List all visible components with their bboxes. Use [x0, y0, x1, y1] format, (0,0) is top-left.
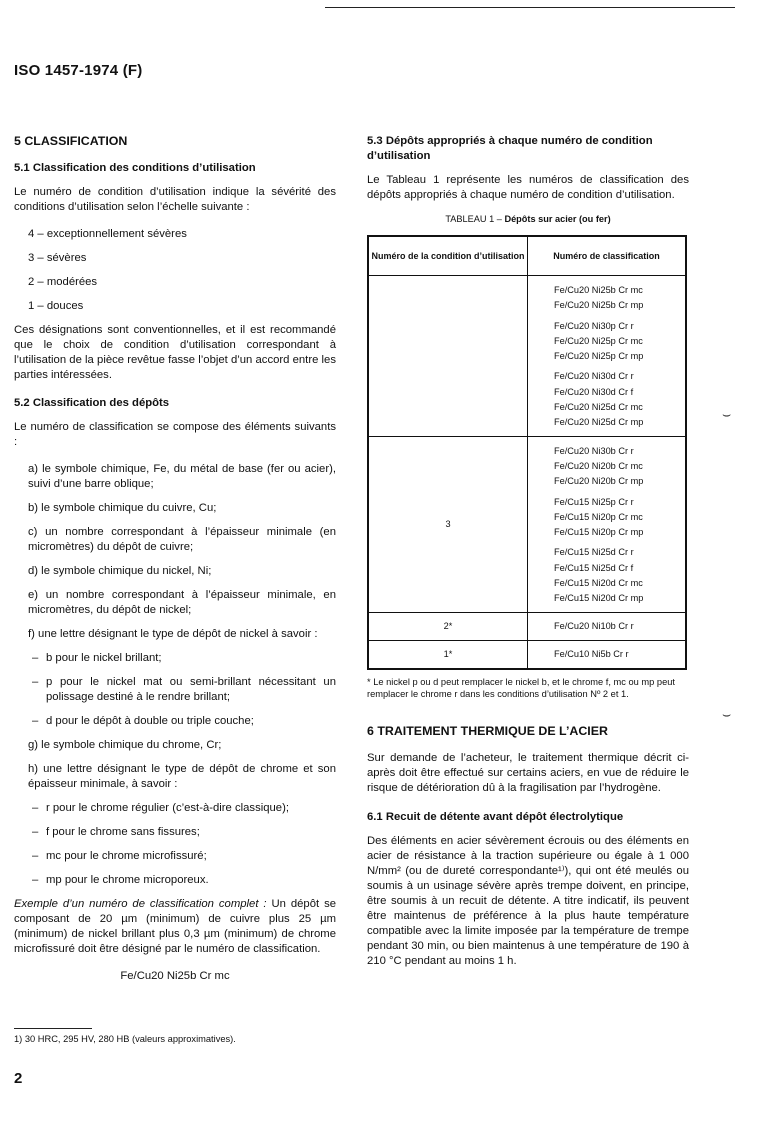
classification-table [367, 235, 687, 670]
table-header-condition: Numéro de la condition d’utilisation [368, 236, 528, 276]
list-item: b) le symbole chimique du cuivre, Cu; [28, 502, 217, 514]
classification-cell: Fe/Cu20 Ni30b Cr r Fe/Cu20 Ni20b Cr mc Fe/Cu20 Ni20b Cr mp Fe/Cu15 Ni25p Cr r Fe/Cu15 Ni20p Cr mc Fe/Cu15 Ni20p Cr mp Fe/Cu15 Ni25d Cr r Fe/Cu15 Ni25d Cr f Fe/Cu15 Ni20d Cr mc Fe/Cu15 Ni20d Cr mp [528, 436, 687, 612]
example-paragraph: Exemple d’un numéro de classification complet : Un dépôt se composant de 20 µm (minimum) de cuivre plus 25 µm (minimum) de nickel brillant plus 0,3 µm (minimum) de chrome microfissuré doit être désigné par le numéro de classification. [14, 898, 337, 955]
paragraph: Ces désignations sont conventionnelles, et il est recommandé que le choix de condition d’utilisation correspondant à l’utilisation de la pièce revêtue fasse l’objet d’un accord entre les parties intéressées. [14, 324, 336, 381]
condition-item: 4 – exceptionnellement sévères [28, 228, 187, 240]
classification-cell: Fe/Cu20 Ni25b Cr mc Fe/Cu20 Ni25b Cr mp Fe/Cu20 Ni30p Cr r Fe/Cu20 Ni25p Cr mc Fe/Cu20 Ni25p Cr mp Fe/Cu20 Ni30d Cr r Fe/Cu20 Ni30d Cr f Fe/Cu20 Ni25d Cr mc Fe/Cu20 Ni25d Cr mp [528, 276, 687, 437]
right-column [367, 134, 689, 978]
top-rule [325, 7, 735, 8]
footnote: 1) 30 HRC, 295 HV, 280 HB (valeurs approximatives). [14, 1034, 236, 1044]
list-item: g) le symbole chimique du chrome, Cr; [28, 739, 222, 751]
section-5-heading: 5 CLASSIFICATION [14, 134, 128, 148]
condition-cell [368, 276, 528, 437]
section-5-3-heading: 5.3 Dépôts appropriés à chaque numéro de condition d’utilisation [367, 135, 653, 162]
table-row [368, 640, 686, 669]
table-header-classification: Numéro de classification [528, 236, 687, 276]
margin-mark: ⌣ [722, 706, 732, 722]
classification-cell: Fe/Cu20 Ni10b Cr r [528, 612, 687, 640]
condition-cell: 3 [368, 436, 528, 612]
sub-list-item: – b pour le nickel brillant; [32, 652, 162, 664]
paragraph: Le Tableau 1 représente les numéros de classification des dépôts appropriés à chaque numéro de condition d’utilisation. [367, 174, 689, 201]
list-item: f) une lettre désignant le type de dépôt de nickel à savoir : [28, 628, 318, 640]
list-item: a) le symbole chimique, Fe, du métal de base (fer ou acier), suivi d’une barre oblique; [28, 463, 336, 490]
list-item: c) un nombre correspondant à l’épaisseur minimale (en micromètres) du dépôt de cuivre; [28, 526, 336, 553]
condition-cell: 1* [368, 640, 528, 669]
paragraph: Le numéro de condition d’utilisation indique la sévérité des conditions d’utilisation selon l’échelle suivante : [14, 186, 336, 213]
section-6-heading: 6 TRAITEMENT THERMIQUE DE L’ACIER [367, 724, 608, 739]
footnote-rule [14, 1028, 92, 1029]
section-5-2-heading: 5.2 Classification des dépôts [14, 397, 170, 409]
sub-list-item: – f pour le chrome sans fissures; [32, 826, 200, 838]
sub-list-item: – r pour le chrome régulier (c’est-à-dire classique); [32, 802, 289, 814]
condition-item: 2 – modérées [28, 276, 98, 288]
section-6-1-heading: 6.1 Recuit de détente avant dépôt électrolytique [367, 811, 624, 824]
condition-cell: 2* [368, 612, 528, 640]
table-row [368, 276, 686, 437]
sub-list-item: – d pour le dépôt à double ou triple couche; [32, 715, 254, 727]
condition-item: 3 – sévères [28, 252, 87, 264]
table-caption: TABLEAU 1 – Dépôts sur acier (ou fer) [445, 214, 611, 224]
table-row [368, 612, 686, 640]
condition-item: 1 – douces [28, 300, 84, 312]
example-code: Fe/Cu20 Ni25b Cr mc [120, 970, 230, 982]
document-header: ISO 1457-1974 (F) [14, 62, 143, 79]
paragraph: Le numéro de classification se compose des éléments suivants : [14, 421, 336, 448]
table-row [368, 436, 686, 612]
list-item: d) le symbole chimique du nickel, Ni; [28, 565, 212, 577]
sub-list-item: – p pour le nickel mat ou semi-brillant nécessitant un polissage destiné à le rendre brillant; [32, 676, 336, 703]
list-item: e) un nombre correspondant à l’épaisseur minimale, en micromètres, du dépôt de nickel; [28, 589, 336, 616]
margin-mark: ⌣ [722, 406, 732, 422]
list-item: h) une lettre désignant le type de dépôt de chrome et son épaisseur minimale, à savoir : [28, 763, 336, 790]
classification-cell: Fe/Cu10 Ni5b Cr r [528, 640, 687, 669]
section-5-1-heading: 5.1 Classification des conditions d’utilisation [14, 162, 256, 174]
sub-list-item: – mp pour le chrome microporeux. [32, 874, 209, 886]
page-number: 2 [14, 1070, 23, 1087]
left-column [14, 134, 336, 993]
paragraph: Des éléments en acier sévèrement écrouis ou des éléments en acier de résistance à la traction supérieure ou égale à 1 000 N/mm² (ou de dureté correspondante¹⁾), qui ont été meulés ou soumis à un usinage sévère après trempe doivent, en principe, être soumis à un recuit de détente. A titre indicatif, ils peuvent être maintenus de préférence à la plus haute température compatible avec la limite imposée par la température de trempe pendant 30 min, ou bien maintenus à une température de 190 à 210 °C pendant au moins 1 h. [367, 835, 689, 968]
table-note: * Le nickel p ou d peut remplacer le nickel b, et le chrome f, mc ou mp peut remplacer le chrome r dans les conditions d’utilisation Nº 2 et 1. [367, 677, 675, 700]
paragraph: Sur demande de l’acheteur, le traitement thermique décrit ci-après doit être effectué sur certains aciers, en vue de réduire le risque de détérioration dû à la fragilisation par l’hydrogène. [367, 752, 689, 795]
sub-list-item: – mc pour le chrome microfissuré; [32, 850, 207, 862]
